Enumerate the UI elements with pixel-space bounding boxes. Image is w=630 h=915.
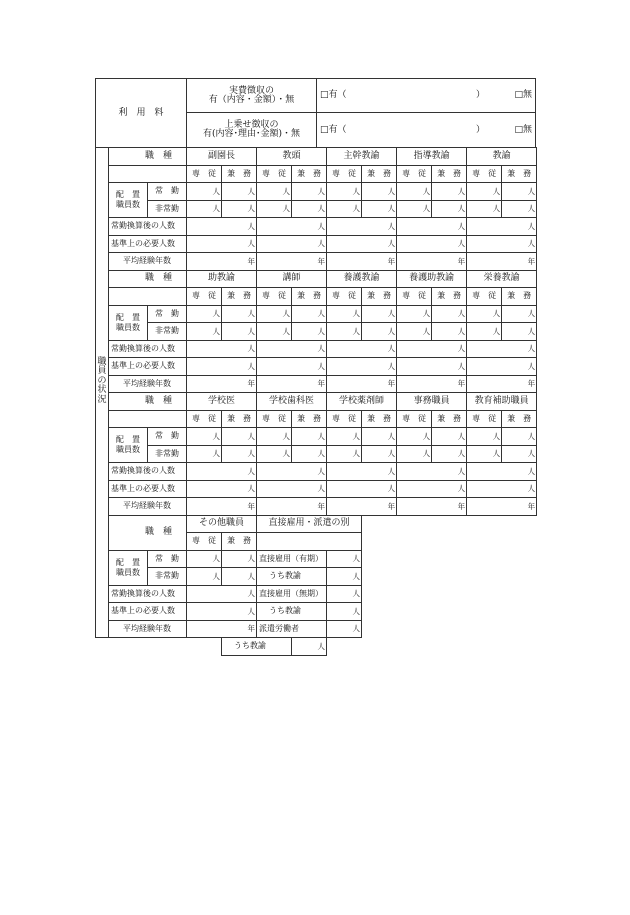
keiken-label: 平均経験年数 [109,620,187,638]
value-cell: 人 [467,480,537,498]
kansan-label: 常勤換算後の人数 [109,585,187,603]
job-label: 職 種 [109,270,187,288]
value-cell: 年 [397,375,467,393]
value-cell: 年 [187,375,257,393]
value-cell: 人 [187,585,257,603]
value-cell: 年 [187,620,257,638]
value-cell: 人 [327,358,397,376]
jokin-label: 常 勤 [148,428,187,446]
job-title: 副園長 [187,148,257,166]
haichi-label: 配 置 職員数 [109,305,148,340]
person-cell: 人 [467,323,502,341]
hitsuyo-label: 基準上の必要人数 [109,358,187,376]
job-title: 教育補助職員 [467,393,537,411]
person-cell: 人 [327,568,362,586]
person-cell: 人 [292,428,327,446]
ken-label: 兼 務 [362,410,397,428]
value-cell: 人 [257,480,327,498]
person-cell: 人 [502,323,537,341]
sen-label: 専 従 [397,165,432,183]
employment-type: 直接雇用（有期） [257,550,327,568]
sen-label: 専 従 [187,533,222,551]
value-cell: 人 [397,463,467,481]
value-cell: 人 [327,235,397,253]
person-cell: 人 [222,445,257,463]
person-cell: 人 [467,428,502,446]
value-cell: 人 [327,218,397,236]
hitsuyo-label: 基準上の必要人数 [109,480,187,498]
ken-label: 兼 務 [292,288,327,306]
job-title: 主幹教諭 [327,148,397,166]
value-cell: 人 [187,463,257,481]
employment-title: 直接雇用・派遣の別 [257,515,362,533]
person-cell: 人 [432,445,467,463]
person-cell: 人 [187,323,222,341]
value-cell: 人 [397,218,467,236]
person-cell: 人 [187,568,222,586]
value-cell: 年 [327,375,397,393]
person-cell: 人 [222,183,257,201]
person-cell: 人 [502,200,537,218]
job-title: 学校医 [187,393,257,411]
person-cell: 人 [467,183,502,201]
person-cell: 人 [362,200,397,218]
sen-label: 専 従 [257,410,292,428]
value-cell: 年 [327,253,397,271]
job-title: 養護教諭 [327,270,397,288]
person-cell: 人 [292,200,327,218]
blank [109,288,187,306]
value-cell: 人 [397,340,467,358]
value-cell: 人 [187,480,257,498]
sen-label: 専 従 [397,410,432,428]
employment-type: うち教諭 [257,568,327,586]
job-title: 学校歯科医 [257,393,327,411]
value-cell: 人 [327,340,397,358]
person-cell: 人 [467,200,502,218]
person-cell: 人 [397,183,432,201]
person-cell: 人 [222,568,257,586]
job-title: 事務職員 [397,393,467,411]
hijokin-label: 非常勤 [148,200,187,218]
sen-label: 専 従 [257,288,292,306]
empty [327,638,502,656]
person-cell: 人 [432,428,467,446]
kansan-label: 常勤換算後の人数 [109,218,187,236]
extra-fee-title: 上乗せ徴収の 有(内容･理由･金額)・無 [187,113,317,148]
person-cell: 人 [327,550,362,568]
job-title: 指導教諭 [397,148,467,166]
sen-label: 専 従 [327,288,362,306]
empty [148,638,222,656]
ken-label: 兼 務 [292,165,327,183]
staff-table [95,147,537,656]
value-cell: 人 [187,235,257,253]
person-cell: 人 [257,200,292,218]
ken-label: 兼 務 [222,165,257,183]
empty [362,568,537,586]
employment-type: 直接雇用（無期） [257,585,327,603]
person-cell: 人 [327,445,362,463]
value-cell: 人 [327,480,397,498]
person-cell: 人 [432,200,467,218]
value-cell: 人 [327,463,397,481]
person-cell: 人 [292,305,327,323]
hijokin-label: 非常勤 [148,323,187,341]
value-cell: 人 [397,480,467,498]
hijokin-label: 非常勤 [148,445,187,463]
ken-label: 兼 務 [432,165,467,183]
person-cell: 人 [257,183,292,201]
value-cell: 年 [187,498,257,516]
value-cell: 人 [467,218,537,236]
value-cell: 人 [467,340,537,358]
sen-label: 専 従 [467,288,502,306]
person-cell: 人 [222,200,257,218]
person-cell: 人 [397,445,432,463]
sen-label: 専 従 [257,165,292,183]
hitsuyo-label: 基準上の必要人数 [109,235,187,253]
kansan-label: 常勤換算後の人数 [109,463,187,481]
person-cell: 人 [257,445,292,463]
person-cell: 人 [222,323,257,341]
sen-label: 専 従 [327,410,362,428]
person-cell: 人 [432,323,467,341]
person-cell: 人 [397,323,432,341]
actual-fee-choice: □有（ ） □無 [317,79,536,113]
person-cell: 人 [187,305,222,323]
value-cell: 人 [257,463,327,481]
value-cell: 人 [467,358,537,376]
ken-label: 兼 務 [362,165,397,183]
person-cell: 人 [467,445,502,463]
value-cell: 人 [187,603,257,621]
sen-label: 専 従 [187,165,222,183]
ken-label: 兼 務 [502,288,537,306]
employment-type: うち教諭 [257,603,327,621]
person-cell: 人 [397,305,432,323]
job-title: 養護助教諭 [397,270,467,288]
keiken-label: 平均経験年数 [109,498,187,516]
value-cell: 年 [467,498,537,516]
sen-label: 専 従 [467,410,502,428]
person-cell: 人 [257,323,292,341]
value-cell: 人 [397,235,467,253]
value-cell: 年 [327,498,397,516]
person-cell: 人 [292,638,327,656]
ken-label: 兼 務 [432,288,467,306]
value-cell: 人 [187,340,257,358]
blank [109,410,187,428]
value-cell: 年 [257,498,327,516]
person-cell: 人 [362,323,397,341]
job-label: 職 種 [109,393,187,411]
keiken-label: 平均経験年数 [109,253,187,271]
empty [362,585,537,603]
sen-label: 専 従 [397,288,432,306]
ken-label: 兼 務 [502,410,537,428]
empty [96,638,148,656]
person-cell: 人 [502,445,537,463]
value-cell: 人 [187,358,257,376]
person-cell: 人 [327,323,362,341]
value-cell: 人 [257,340,327,358]
actual-fee-title: 実費徴収の 有（内容・金額）・無 [187,79,317,113]
job-label: 職 種 [109,515,187,550]
haichi-label: 配 置 職員数 [109,428,148,463]
person-cell: 人 [257,428,292,446]
person-cell: 人 [327,305,362,323]
empty [362,550,537,568]
keiken-label: 平均経験年数 [109,375,187,393]
job-title: 栄養教諭 [467,270,537,288]
employment-type: 派遣労働者 [257,620,327,638]
person-cell: 人 [292,183,327,201]
jokin-label: 常 勤 [148,305,187,323]
person-cell: 人 [187,550,222,568]
haichi-label: 配 置 職員数 [109,550,148,585]
ken-label: 兼 務 [432,410,467,428]
job-title: 学校薬剤師 [327,393,397,411]
person-cell: 人 [432,305,467,323]
kansan-label: 常勤換算後の人数 [109,340,187,358]
value-cell: 年 [467,375,537,393]
sen-label: 専 従 [187,410,222,428]
value-cell: 人 [397,358,467,376]
value-cell: 年 [467,253,537,271]
person-cell: 人 [467,305,502,323]
haichi-label: 配 置 職員数 [109,183,148,218]
hijokin-label: 非常勤 [148,568,187,586]
person-cell: 人 [362,428,397,446]
person-cell: 人 [397,200,432,218]
jokin-label: 常 勤 [148,183,187,201]
ken-label: 兼 務 [362,288,397,306]
value-cell: 人 [257,235,327,253]
job-title: 講師 [257,270,327,288]
person-cell: 人 [222,305,257,323]
ken-label: 兼 務 [292,410,327,428]
sen-label: 専 従 [327,165,362,183]
person-cell: 人 [222,428,257,446]
staff-section-label: 職員の状況 [96,148,109,638]
value-cell: 年 [187,253,257,271]
job-title: 助教諭 [187,270,257,288]
extra-fee-choice: □有（ ） □無 [317,113,536,148]
person-cell: 人 [327,585,362,603]
person-cell: 人 [397,428,432,446]
person-cell: 人 [327,620,362,638]
value-cell: 人 [467,463,537,481]
job-title: 教頭 [257,148,327,166]
person-cell: 人 [502,183,537,201]
person-cell: 人 [502,305,537,323]
ken-label: 兼 務 [222,288,257,306]
person-cell: 人 [187,445,222,463]
empty [362,533,537,551]
person-cell: 人 [257,305,292,323]
hitsuyo-label: 基準上の必要人数 [109,603,187,621]
blank [257,533,362,551]
empty [362,603,537,621]
ken-label: 兼 務 [222,533,257,551]
person-cell: 人 [187,183,222,201]
person-cell: 人 [502,428,537,446]
fee-label: 利 用 料 [96,79,187,148]
value-cell: 年 [257,253,327,271]
sen-label: 専 従 [187,288,222,306]
job-title: その他職員 [187,515,257,533]
person-cell: 人 [187,428,222,446]
value-cell: 人 [257,358,327,376]
job-label: 職 種 [109,148,187,166]
blank [109,165,187,183]
person-cell: 人 [327,428,362,446]
person-cell: 人 [362,305,397,323]
ken-label: 兼 務 [502,165,537,183]
empty [362,515,537,533]
person-cell: 人 [327,200,362,218]
value-cell: 年 [397,253,467,271]
person-cell: 人 [292,323,327,341]
employment-type: うち教諭 [222,638,292,656]
person-cell: 人 [327,603,362,621]
value-cell: 年 [397,498,467,516]
value-cell: 人 [257,218,327,236]
person-cell: 人 [222,550,257,568]
person-cell: 人 [187,200,222,218]
ken-label: 兼 務 [222,410,257,428]
jokin-label: 常 勤 [148,550,187,568]
person-cell: 人 [432,183,467,201]
person-cell: 人 [292,445,327,463]
sen-label: 専 従 [467,165,502,183]
job-title: 教諭 [467,148,537,166]
person-cell: 人 [327,183,362,201]
value-cell: 人 [187,218,257,236]
person-cell: 人 [362,445,397,463]
empty [362,620,537,638]
person-cell: 人 [362,183,397,201]
value-cell: 年 [257,375,327,393]
fee-table [95,78,536,148]
value-cell: 人 [467,235,537,253]
